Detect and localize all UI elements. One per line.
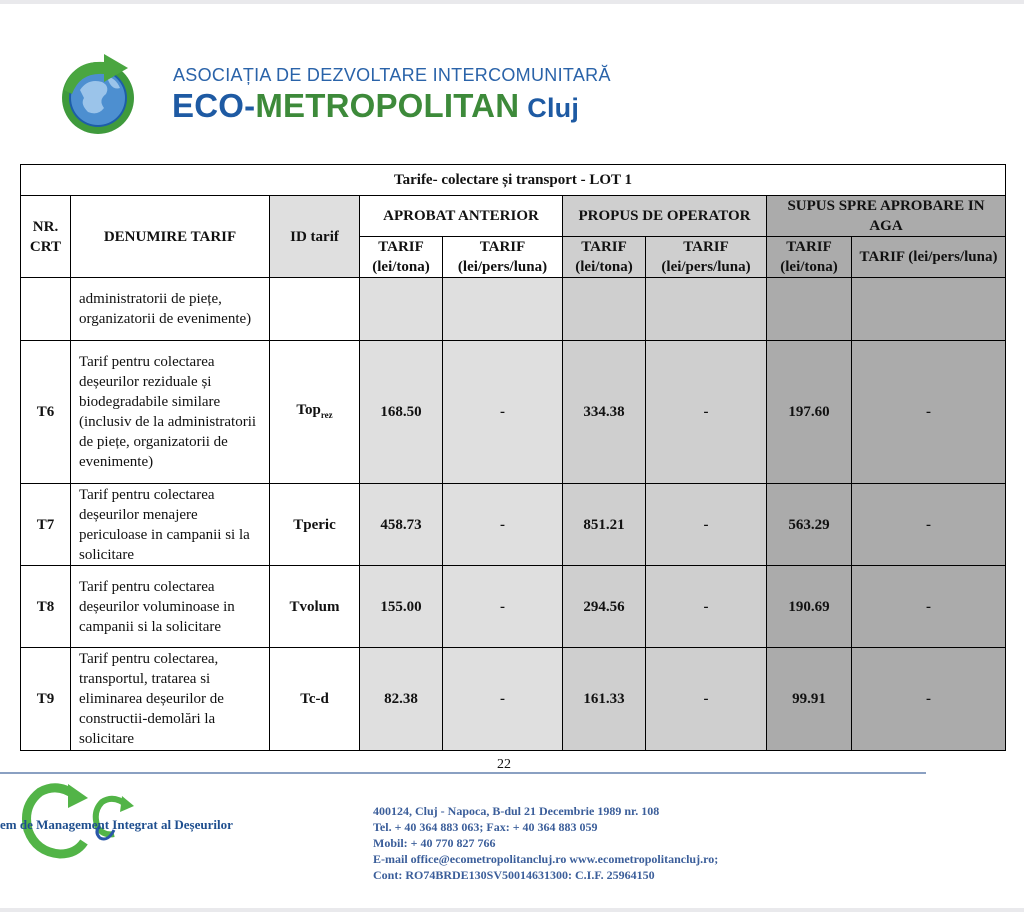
cell-aprobat-tona: 168.50 — [360, 341, 443, 484]
subheader-aprobat-tona: TARIF (lei/tona) — [360, 237, 443, 278]
header-supus: SUPUS SPRE APROBARE IN AGA — [767, 196, 1006, 237]
cell-id — [270, 278, 360, 341]
footer-system-name: em de Management Integrat al Deșeurilor — [0, 817, 233, 832]
tariff-table — [20, 164, 1006, 751]
cell-nr — [21, 278, 71, 341]
header-id-tarif: ID tarif — [270, 196, 360, 278]
cell-nr: T7 — [21, 484, 71, 566]
cell-aprobat-tona — [360, 278, 443, 341]
org-title — [172, 87, 579, 125]
cell-supus-tona — [767, 278, 852, 341]
document-page — [0, 4, 1024, 908]
header-denumire: DENUMIRE TARIF — [71, 196, 270, 278]
footer-email-web: E-mail office@ecometropolitancluj.ro www.ecometropolitancluj.ro; — [373, 852, 719, 866]
footer-contact — [373, 803, 718, 883]
table-row — [21, 484, 1006, 566]
cell-denumire: Tarif pentru colectarea deșeurilor reziduale și biodegradabile similare (inclusiv de la administratorii de piețe, organizatorii de evenimente) — [71, 341, 270, 484]
subheader-supus-pers: TARIF (lei/pers/luna) — [852, 237, 1006, 278]
cell-supus-tona: 190.69 — [767, 566, 852, 648]
page-number: 22 — [497, 757, 511, 772]
cell-aprobat-pers: - — [443, 566, 563, 648]
cell-aprobat-pers — [443, 278, 563, 341]
footer-mobile: Mobil: + 40 770 827 766 — [373, 836, 496, 850]
cell-aprobat-pers: - — [443, 341, 563, 484]
table-row — [21, 648, 1006, 751]
cell-supus-tona: 99.91 — [767, 648, 852, 751]
cell-propus-pers: - — [646, 484, 767, 566]
header-nr-crt: NR. CRT — [21, 196, 71, 278]
cell-aprobat-tona: 458.73 — [360, 484, 443, 566]
cell-nr: T9 — [21, 648, 71, 751]
cell-propus-pers: - — [646, 341, 767, 484]
cell-aprobat-tona: 155.00 — [360, 566, 443, 648]
table-row — [21, 566, 1006, 648]
org-title-metropolitan: METROPOLITAN — [255, 87, 520, 124]
cell-propus-pers — [646, 278, 767, 341]
cell-aprobat-pers: - — [443, 484, 563, 566]
table-title: Tarife- colectare și transport - LOT 1 — [21, 165, 1006, 196]
cell-id: Tvolum — [270, 566, 360, 648]
cell-propus-tona — [563, 278, 646, 341]
subheader-supus-tona: TARIF (lei/tona) — [767, 237, 852, 278]
table-row — [21, 278, 1006, 341]
cell-supus-tona: 563.29 — [767, 484, 852, 566]
footer-divider — [0, 772, 926, 774]
cell-aprobat-tona: 82.38 — [360, 648, 443, 751]
org-title-cluj: Cluj — [527, 93, 580, 123]
org-subtitle: ASOCIAȚIA DE DEZVOLTARE INTERCOMUNITARĂ — [173, 65, 611, 85]
table-row — [21, 341, 1006, 484]
id-main: Top — [296, 401, 321, 418]
cell-propus-tona: 161.33 — [563, 648, 646, 751]
subheader-propus-pers: TARIF (lei/pers/luna) — [646, 237, 767, 278]
cell-supus-pers: - — [852, 566, 1006, 648]
cell-id — [270, 341, 360, 484]
cell-denumire: Tarif pentru colectarea deșeurilor voluminoase in campanii si la solicitare — [71, 566, 270, 648]
header-aprobat: APROBAT ANTERIOR — [360, 196, 563, 237]
footer-address: 400124, Cluj - Napoca, B-dul 21 Decembrie 1989 nr. 108 — [373, 804, 660, 818]
cell-denumire: Tarif pentru colectarea deșeurilor menajere periculoase in campanii si la solicitare — [71, 484, 270, 566]
cell-supus-tona: 197.60 — [767, 341, 852, 484]
cell-supus-pers: - — [852, 484, 1006, 566]
header-propus: PROPUS DE OPERATOR — [563, 196, 767, 237]
id-subscript: rez — [320, 409, 333, 420]
footer-account: Cont: RO74BRDE130SV50014631300: C.I.F. 25964150 — [373, 868, 655, 882]
footer-phone-fax: Tel. + 40 364 883 063; Fax: + 40 364 883 059 — [373, 820, 598, 834]
cell-propus-tona: 294.56 — [563, 566, 646, 648]
cell-nr: T8 — [21, 566, 71, 648]
subheader-propus-tona: TARIF (lei/tona) — [563, 237, 646, 278]
cell-supus-pers: - — [852, 648, 1006, 751]
cell-id: Tperic — [270, 484, 360, 566]
subheader-aprobat-pers: TARIF (lei/pers/luna) — [443, 237, 563, 278]
cell-denumire: administratorii de piețe, organizatorii de evenimente) — [71, 278, 270, 341]
cell-propus-tona: 851.21 — [563, 484, 646, 566]
cell-propus-pers: - — [646, 566, 767, 648]
cell-id: Tc-d — [270, 648, 360, 751]
cell-nr: T6 — [21, 341, 71, 484]
cell-propus-pers: - — [646, 648, 767, 751]
cell-aprobat-pers: - — [443, 648, 563, 751]
cell-denumire: Tarif pentru colectarea, transportul, tratarea si eliminarea deșeurilor de constructii-demolări la solicitare — [71, 648, 270, 751]
cell-supus-pers — [852, 278, 1006, 341]
globe-arrow-logo-icon — [58, 50, 144, 136]
cell-propus-tona: 334.38 — [563, 341, 646, 484]
cell-supus-pers: - — [852, 341, 1006, 484]
org-title-eco: ECO- — [172, 87, 256, 124]
